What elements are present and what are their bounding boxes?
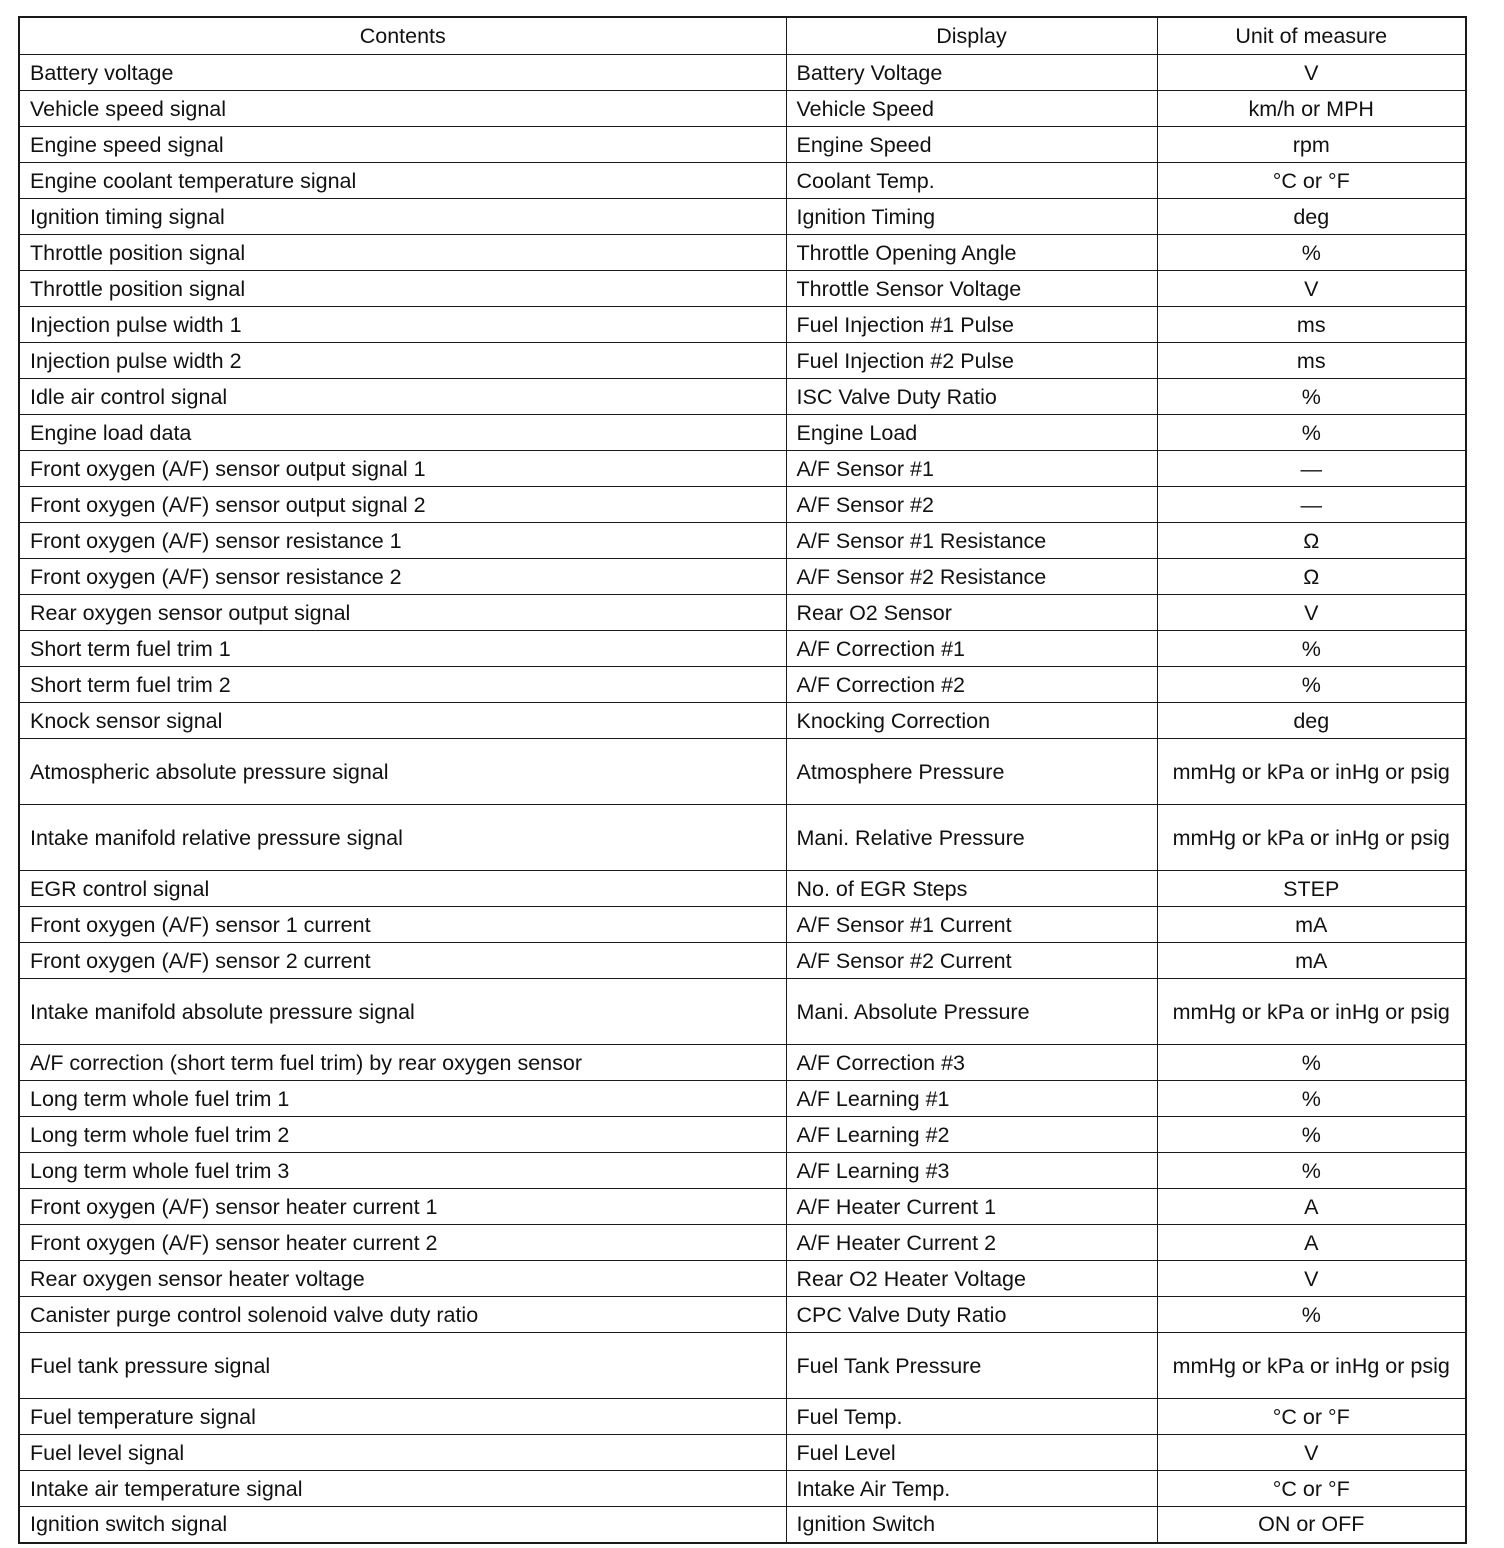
cell-display: Mani. Relative Pressure: [786, 805, 1157, 871]
table-header: [19, 17, 1466, 55]
cell-display: A/F Heater Current 1: [786, 1189, 1157, 1225]
table-row: [19, 595, 1466, 631]
cell-contents: Canister purge control solenoid valve duty ratio: [19, 1297, 786, 1333]
cell-contents: Atmospheric absolute pressure signal: [19, 739, 786, 805]
cell-unit: °C or °F: [1157, 1471, 1466, 1507]
header-row: [19, 17, 1466, 55]
table-row: [19, 805, 1466, 871]
table-row: [19, 907, 1466, 943]
cell-unit: STEP: [1157, 871, 1466, 907]
cell-display: Throttle Sensor Voltage: [786, 271, 1157, 307]
cell-unit: ms: [1157, 307, 1466, 343]
table-row: [19, 379, 1466, 415]
cell-display: A/F Sensor #1 Resistance: [786, 523, 1157, 559]
cell-display: Coolant Temp.: [786, 163, 1157, 199]
cell-unit: mmHg or kPa or inHg or psig: [1157, 739, 1466, 805]
table-row: [19, 1435, 1466, 1471]
cell-unit: %: [1157, 1153, 1466, 1189]
cell-unit: km/h or MPH: [1157, 91, 1466, 127]
cell-display: Rear O2 Sensor: [786, 595, 1157, 631]
cell-contents: EGR control signal: [19, 871, 786, 907]
table-row: [19, 91, 1466, 127]
cell-display: Atmosphere Pressure: [786, 739, 1157, 805]
table-row: [19, 739, 1466, 805]
cell-contents: Long term whole fuel trim 2: [19, 1117, 786, 1153]
cell-contents: Knock sensor signal: [19, 703, 786, 739]
cell-contents: Engine speed signal: [19, 127, 786, 163]
cell-unit: %: [1157, 631, 1466, 667]
table-row: [19, 1225, 1466, 1261]
cell-unit: V: [1157, 1261, 1466, 1297]
cell-contents: Short term fuel trim 2: [19, 667, 786, 703]
table-row: [19, 1081, 1466, 1117]
cell-display: Fuel Injection #1 Pulse: [786, 307, 1157, 343]
table-row: [19, 1333, 1466, 1399]
cell-display: A/F Learning #1: [786, 1081, 1157, 1117]
table-row: [19, 979, 1466, 1045]
cell-unit: —: [1157, 451, 1466, 487]
cell-unit: mmHg or kPa or inHg or psig: [1157, 805, 1466, 871]
cell-unit: V: [1157, 595, 1466, 631]
cell-contents: Rear oxygen sensor heater voltage: [19, 1261, 786, 1297]
table-row: [19, 703, 1466, 739]
cell-display: Knocking Correction: [786, 703, 1157, 739]
cell-unit: V: [1157, 271, 1466, 307]
cell-contents: Throttle position signal: [19, 271, 786, 307]
cell-unit: rpm: [1157, 127, 1466, 163]
cell-contents: Front oxygen (A/F) sensor output signal 2: [19, 487, 786, 523]
cell-display: A/F Sensor #2 Current: [786, 943, 1157, 979]
cell-unit: A: [1157, 1225, 1466, 1261]
cell-contents: Injection pulse width 2: [19, 343, 786, 379]
table-row: [19, 271, 1466, 307]
cell-unit: mA: [1157, 943, 1466, 979]
cell-contents: Vehicle speed signal: [19, 91, 786, 127]
cell-contents: Ignition timing signal: [19, 199, 786, 235]
cell-contents: Throttle position signal: [19, 235, 786, 271]
table-row: [19, 163, 1466, 199]
cell-unit: A: [1157, 1189, 1466, 1225]
cell-display: Intake Air Temp.: [786, 1471, 1157, 1507]
header-display: Display: [786, 17, 1157, 55]
cell-display: Engine Load: [786, 415, 1157, 451]
table-row: [19, 307, 1466, 343]
table-row: [19, 1507, 1466, 1543]
table-body: [19, 55, 1466, 1543]
cell-contents: Intake manifold relative pressure signal: [19, 805, 786, 871]
cell-unit: %: [1157, 1117, 1466, 1153]
cell-display: A/F Sensor #2: [786, 487, 1157, 523]
table-row: [19, 631, 1466, 667]
table-row: [19, 943, 1466, 979]
cell-display: A/F Sensor #1 Current: [786, 907, 1157, 943]
cell-display: Throttle Opening Angle: [786, 235, 1157, 271]
table-row: [19, 1399, 1466, 1435]
cell-unit: %: [1157, 1081, 1466, 1117]
cell-contents: Rear oxygen sensor output signal: [19, 595, 786, 631]
cell-contents: Injection pulse width 1: [19, 307, 786, 343]
cell-unit: mmHg or kPa or inHg or psig: [1157, 979, 1466, 1045]
cell-contents: Long term whole fuel trim 3: [19, 1153, 786, 1189]
cell-display: Engine Speed: [786, 127, 1157, 163]
cell-contents: Engine load data: [19, 415, 786, 451]
table-row: [19, 1297, 1466, 1333]
cell-unit: ms: [1157, 343, 1466, 379]
cell-unit: V: [1157, 1435, 1466, 1471]
table-row: [19, 1471, 1466, 1507]
cell-contents: Ignition switch signal: [19, 1507, 786, 1543]
table-row: [19, 667, 1466, 703]
cell-contents: Idle air control signal: [19, 379, 786, 415]
cell-unit: ON or OFF: [1157, 1507, 1466, 1543]
table-row: [19, 871, 1466, 907]
cell-unit: %: [1157, 379, 1466, 415]
cell-contents: Short term fuel trim 1: [19, 631, 786, 667]
cell-unit: %: [1157, 415, 1466, 451]
table-row: [19, 1189, 1466, 1225]
table-row: [19, 523, 1466, 559]
table-row: [19, 1045, 1466, 1081]
table-row: [19, 559, 1466, 595]
table-row: [19, 487, 1466, 523]
cell-display: A/F Sensor #2 Resistance: [786, 559, 1157, 595]
cell-unit: deg: [1157, 703, 1466, 739]
cell-contents: A/F correction (short term fuel trim) by rear oxygen sensor: [19, 1045, 786, 1081]
header-contents: Contents: [19, 17, 786, 55]
cell-contents: Battery voltage: [19, 55, 786, 91]
table-row: [19, 1153, 1466, 1189]
data-table: [18, 16, 1467, 1544]
table-row: [19, 415, 1466, 451]
cell-unit: °C or °F: [1157, 163, 1466, 199]
cell-display: Mani. Absolute Pressure: [786, 979, 1157, 1045]
cell-display: ISC Valve Duty Ratio: [786, 379, 1157, 415]
cell-contents: Front oxygen (A/F) sensor resistance 1: [19, 523, 786, 559]
cell-display: A/F Learning #2: [786, 1117, 1157, 1153]
cell-display: Battery Voltage: [786, 55, 1157, 91]
table-row: [19, 1261, 1466, 1297]
cell-display: A/F Correction #1: [786, 631, 1157, 667]
cell-contents: Front oxygen (A/F) sensor heater current 2: [19, 1225, 786, 1261]
cell-contents: Front oxygen (A/F) sensor resistance 2: [19, 559, 786, 595]
cell-unit: %: [1157, 235, 1466, 271]
table-row: [19, 235, 1466, 271]
cell-contents: Intake manifold absolute pressure signal: [19, 979, 786, 1045]
table-row: [19, 199, 1466, 235]
cell-contents: Intake air temperature signal: [19, 1471, 786, 1507]
cell-contents: Fuel temperature signal: [19, 1399, 786, 1435]
cell-unit: Ω: [1157, 559, 1466, 595]
cell-display: Fuel Temp.: [786, 1399, 1157, 1435]
cell-unit: %: [1157, 1297, 1466, 1333]
cell-unit: deg: [1157, 199, 1466, 235]
cell-contents: Front oxygen (A/F) sensor 1 current: [19, 907, 786, 943]
table-row: [19, 1117, 1466, 1153]
cell-display: Ignition Timing: [786, 199, 1157, 235]
cell-unit: Ω: [1157, 523, 1466, 559]
cell-contents: Front oxygen (A/F) sensor 2 current: [19, 943, 786, 979]
cell-display: Fuel Level: [786, 1435, 1157, 1471]
table-row: [19, 343, 1466, 379]
cell-display: A/F Correction #2: [786, 667, 1157, 703]
cell-contents: Long term whole fuel trim 1: [19, 1081, 786, 1117]
header-unit: Unit of measure: [1157, 17, 1466, 55]
table-row: [19, 451, 1466, 487]
cell-unit: %: [1157, 667, 1466, 703]
cell-display: Vehicle Speed: [786, 91, 1157, 127]
cell-display: Fuel Injection #2 Pulse: [786, 343, 1157, 379]
cell-unit: mmHg or kPa or inHg or psig: [1157, 1333, 1466, 1399]
table-row: [19, 55, 1466, 91]
cell-display: CPC Valve Duty Ratio: [786, 1297, 1157, 1333]
cell-contents: Fuel level signal: [19, 1435, 786, 1471]
cell-display: A/F Heater Current 2: [786, 1225, 1157, 1261]
cell-display: No. of EGR Steps: [786, 871, 1157, 907]
cell-contents: Engine coolant temperature signal: [19, 163, 786, 199]
cell-display: Ignition Switch: [786, 1507, 1157, 1543]
cell-contents: Front oxygen (A/F) sensor output signal 1: [19, 451, 786, 487]
cell-unit: %: [1157, 1045, 1466, 1081]
cell-unit: —: [1157, 487, 1466, 523]
cell-display: A/F Sensor #1: [786, 451, 1157, 487]
cell-display: Fuel Tank Pressure: [786, 1333, 1157, 1399]
cell-unit: V: [1157, 55, 1466, 91]
cell-unit: °C or °F: [1157, 1399, 1466, 1435]
cell-display: A/F Correction #3: [786, 1045, 1157, 1081]
cell-display: Rear O2 Heater Voltage: [786, 1261, 1157, 1297]
cell-display: A/F Learning #3: [786, 1153, 1157, 1189]
cell-contents: Front oxygen (A/F) sensor heater current 1: [19, 1189, 786, 1225]
cell-contents: Fuel tank pressure signal: [19, 1333, 786, 1399]
cell-unit: mA: [1157, 907, 1466, 943]
table-row: [19, 127, 1466, 163]
